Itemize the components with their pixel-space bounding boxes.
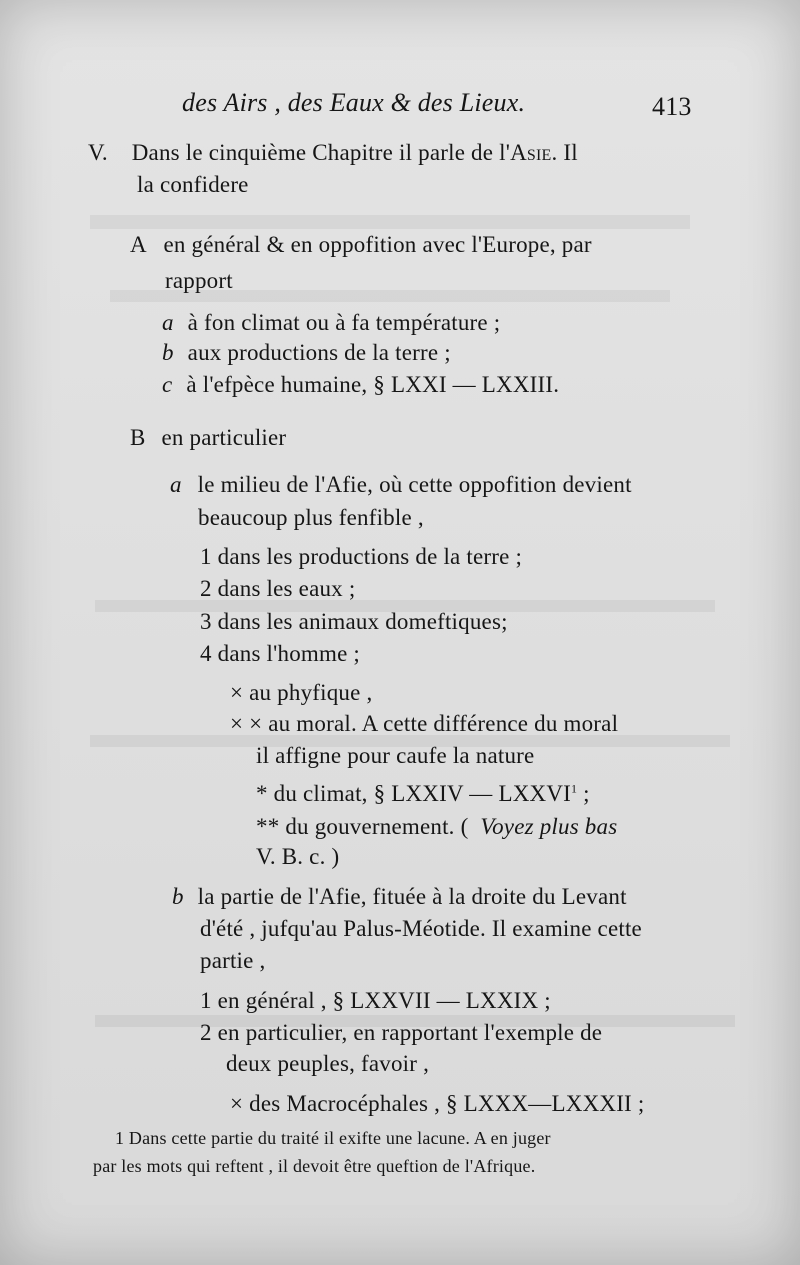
text-line: rapport xyxy=(165,268,233,293)
text-line xyxy=(172,884,627,910)
text-line: il affigne pour caufe la nature xyxy=(256,743,535,768)
text-line: 4 dans l'homme ; xyxy=(200,641,361,666)
text-line: 1 en général , § LXXVII — LXXIX ; xyxy=(200,988,551,1013)
text-line xyxy=(162,340,451,366)
text-line xyxy=(130,425,286,451)
section-marker: V. xyxy=(88,140,108,165)
list-marker: B xyxy=(130,425,146,450)
text-line: 3 dans les animaux domeftiques; xyxy=(200,609,508,634)
text-span-italic: Voyez plus bas xyxy=(480,814,618,839)
text-span-smallcaps: Asie xyxy=(510,140,552,165)
text-line: V. B. c. ) xyxy=(256,844,340,869)
text-line: 2 en particulier, en rapportant l'exemple de xyxy=(200,1020,603,1045)
list-marker: A xyxy=(130,232,146,257)
text-span: en particulier xyxy=(161,425,287,450)
text-span: la partie de l'Afie, fituée à la droite du Levant xyxy=(197,884,627,909)
text-line xyxy=(162,372,559,398)
footnote-line: 1 Dans cette partie du traité il exifte une lacune. A en juger xyxy=(115,1128,551,1148)
running-title: des Airs , des Eaux & des Lieux. xyxy=(182,88,526,117)
text-line: beaucoup plus fenfible , xyxy=(198,505,424,530)
text-line xyxy=(256,814,617,840)
list-marker: c xyxy=(162,372,173,397)
text-line: 2 dans les eaux ; xyxy=(200,576,356,601)
footnote-ref: 1 xyxy=(571,781,578,796)
list-marker: a xyxy=(162,310,174,335)
text-span: le milieu de l'Afie, où cette oppofition devient xyxy=(197,472,632,497)
text-line: × au phyfique , xyxy=(230,680,373,705)
text-span: * du climat, § LXXIV — LXXVI xyxy=(256,781,571,806)
text-line: × × au moral. A cette différence du moral xyxy=(230,711,619,736)
text-span: en général & en oppofition avec l'Europe, par xyxy=(163,232,592,257)
text-line: d'été , jufqu'au Palus-Méotide. Il examine cette xyxy=(200,916,642,941)
text-line: 1 dans les productions de la terre ; xyxy=(200,544,523,569)
list-marker: b xyxy=(162,340,174,365)
text-span: ; xyxy=(583,781,590,806)
text-line: × des Macrocéphales , § LXXX—LXXXII ; xyxy=(230,1091,645,1116)
text-span: Dans le cinquième Chapitre il parle de l' xyxy=(131,140,511,165)
text-line xyxy=(162,310,500,336)
page-number: 413 xyxy=(652,92,692,121)
text-line xyxy=(88,140,578,166)
text-span: aux productions de la terre ; xyxy=(187,340,451,365)
list-marker: a xyxy=(170,472,182,497)
text-line xyxy=(256,781,590,807)
footnote-line: par les mots qui reftent , il devoit être queftion de l'Afrique. xyxy=(93,1156,536,1176)
text-line: partie , xyxy=(200,948,266,973)
text-line xyxy=(130,232,592,258)
text-line xyxy=(170,472,632,498)
list-marker: b xyxy=(172,884,184,909)
text-span: ** du gouvernement. ( xyxy=(256,814,469,839)
text-line: la confidere xyxy=(137,172,249,197)
text-span: à fon climat ou à fa température ; xyxy=(187,310,501,335)
text-span: à l'efpèce humaine, § LXXI — LXXIII. xyxy=(186,372,560,397)
text-line: deux peuples, favoir , xyxy=(226,1051,430,1076)
text-span: . Il xyxy=(551,140,578,165)
